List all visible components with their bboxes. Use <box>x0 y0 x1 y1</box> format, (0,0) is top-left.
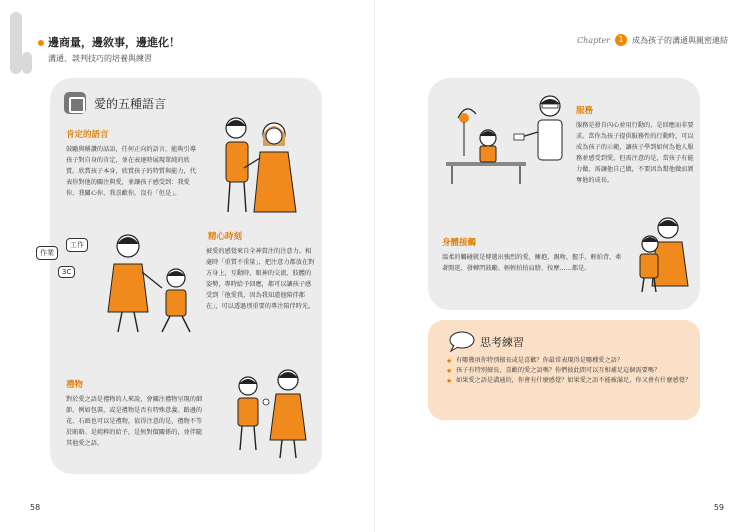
star-icon: ★ <box>446 357 453 365</box>
body-service: 服務是發自內心並用行動的，是回應而非要求。當你為孩子提供服務性的行動時，可以成為孩子的示範，讓孩子學到如何為他人服務並感受到愛。但需注意的是，當孩子有能力做、需讓他自己做，不要因為幫他做而剝奪他的成長。 <box>576 122 694 184</box>
section-title <box>64 92 166 114</box>
running-header-left <box>38 34 180 64</box>
illustration-gifts <box>226 362 316 462</box>
practice-title: 思考練習 <box>480 336 524 349</box>
practice-item <box>446 376 692 386</box>
practice-box <box>428 320 700 420</box>
bubble-homework-text: 作業 <box>36 246 58 260</box>
body-quality-time: 被愛的感覺來自全神貫注的注意力。相處時「重質不重量」，把注意力都放在對方身上，互動時，眼神的交流、肢體的姿勢，專時給予回應，都可以讓孩子感受到「他愛我，因為我知道他陪伴都在」，可以透過別重要的專注陪伴時光。 <box>206 248 315 310</box>
practice-item-text: 孩子有特別擅長、喜歡的愛之語嗎？你們彼此間可以互相補足這個需要嗎？ <box>456 367 661 374</box>
bubble-homework <box>36 246 58 260</box>
practice-item-text: 有哪幾項你特別擅長或是喜歡？你最常表現得是哪種愛之語？ <box>456 357 624 364</box>
page-title: 愛的五種語言 <box>94 96 167 111</box>
practice-list <box>446 356 692 386</box>
heading-affirmation: 肯定的語言 <box>66 130 109 140</box>
illustration-physical-touch <box>626 214 696 294</box>
body-physical-touch: 溫柔的觸碰就是傳遞出強烈的愛，擁抱、親吻、握手、輕拍背、牽著閒逛、發轉閃鼓勵、輕輕拍拍肩膀、按摩……都是。 <box>442 254 622 272</box>
heading-gifts: 禮物 <box>66 380 84 390</box>
speech-bubble-icon <box>446 330 476 352</box>
header-right-title: 成為孩子的溝通與親密連結 <box>632 35 728 45</box>
header-subtitle: 溝通、談判技巧的培養與練習 <box>48 54 152 63</box>
heading-quality-time: 精心時刻 <box>208 232 243 242</box>
star-icon: ★ <box>446 377 453 385</box>
header-title: 邊商量，邊敘事，邊進化！ <box>48 36 180 49</box>
practice-item <box>446 356 692 366</box>
bullet-icon <box>38 40 44 46</box>
body-affirmation: 鼓勵與稱讚的話語，任何正向的語言，能夠引導孩子對自身的肯定，並在表達時展現單純的欣賞。欣賞孩子本身，欣賞孩子的特質與能力，代表你對他的關注與愛，並讓孩子感受到：我愛你、我關心你、我喜歡你，沒有「但是」。 <box>66 146 196 197</box>
heading-physical-touch: 身體接觸 <box>442 238 477 248</box>
book-icon <box>64 92 86 114</box>
star-icon: ★ <box>446 367 453 375</box>
body-gifts: 對於愛之語是禮物的人來說，會關注禮物呈現的細節，例如包裝，或是禮物是否有特殊意義。路邊的花、石頭也可以是禮物，值得注意的是，禮物不等於賄賂。是純粹的給予，是無對價關係的，並伴隨其他愛之語。 <box>66 396 203 447</box>
running-header-right <box>577 34 728 46</box>
chapter-label: Chapter <box>577 35 610 45</box>
bubble-work-text: 工作 <box>66 238 88 252</box>
illustration-quality-time <box>96 228 206 338</box>
heading-service: 服務 <box>576 106 594 116</box>
practice-item <box>446 366 692 376</box>
practice-item-text: 如果愛之語是溝通的，你會有什麼感覺？如果愛之語不能被滿足，你又會有什麼感覺？ <box>456 377 692 384</box>
corner-decoration-small <box>22 52 32 74</box>
page-number-right: 59 <box>713 503 724 512</box>
corner-decoration <box>10 12 22 74</box>
chapter-number: 1 <box>615 34 627 46</box>
bubble-3c <box>58 266 75 278</box>
illustration-service <box>446 92 570 184</box>
page-number-left: 58 <box>30 503 41 512</box>
bubble-work <box>66 238 88 252</box>
illustration-affirmation <box>208 112 308 222</box>
bubble-3c-text: 3C <box>58 266 75 278</box>
